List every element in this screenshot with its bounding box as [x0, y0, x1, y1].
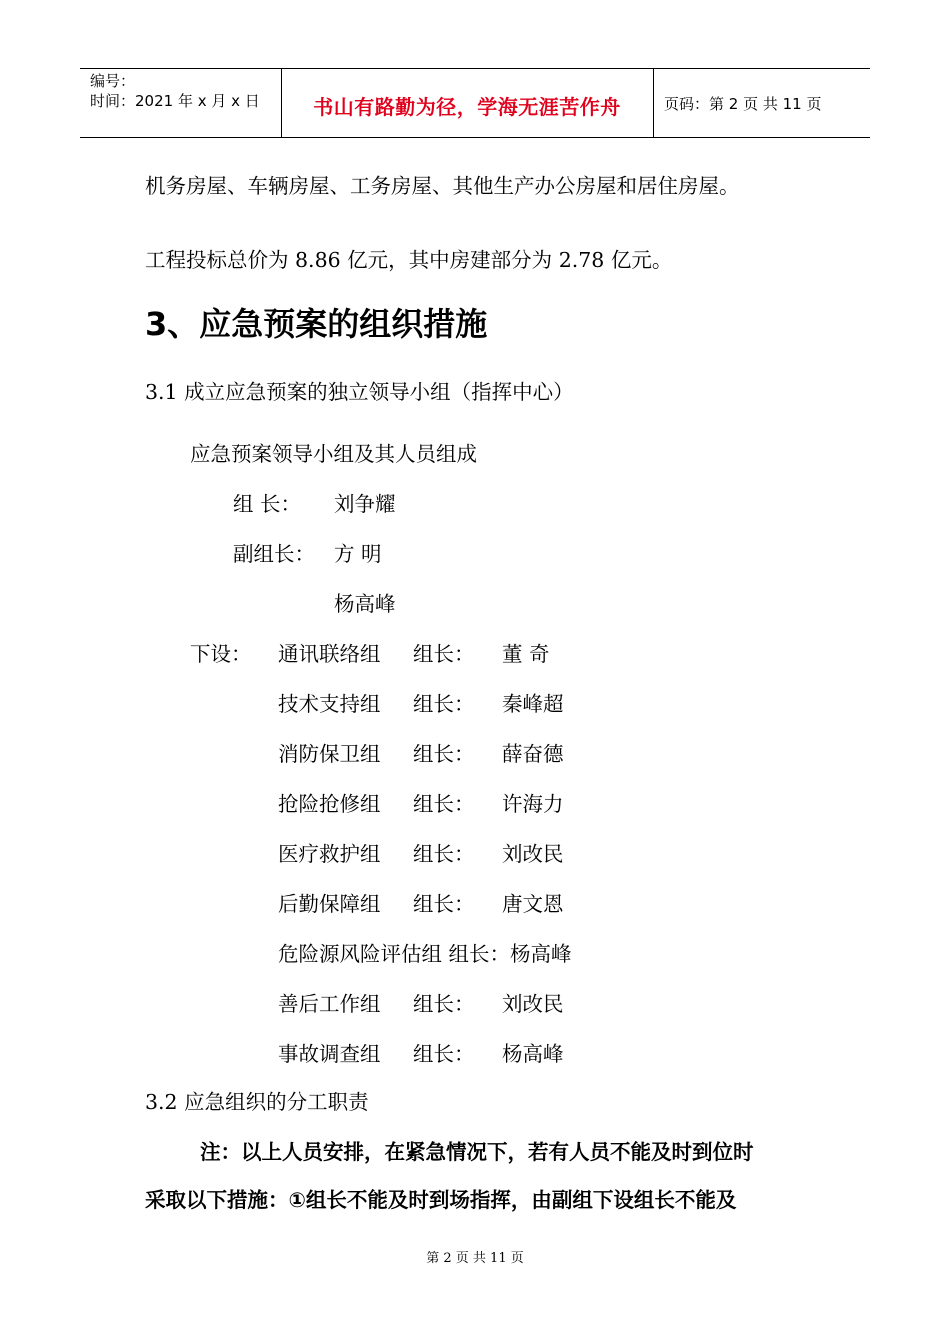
subgroup-leader: 杨高峰 [502, 1042, 564, 1066]
header-right-cell [654, 69, 870, 137]
subgroup-name: 危险源风险评估组 组长：杨高峰 [278, 942, 572, 966]
subsection-3-1: 3.1 成立应急预案的独立领导小组（指挥中心） [145, 380, 574, 404]
subgroup-name: 技术支持组 [278, 692, 381, 716]
subgroup-role: 组长： [413, 992, 475, 1016]
group-title: 应急预案领导小组及其人员组成 [190, 442, 477, 466]
subgroups-label: 下设： [190, 642, 252, 666]
subgroup-leader: 薛奋德 [502, 742, 564, 766]
subsection-3-2: 3.2 应急组织的分工职责 [145, 1090, 369, 1114]
subgroup-name: 消防保卫组 [278, 742, 381, 766]
paragraph-bid-price: 工程投标总价为 8.86 亿元，其中房建部分为 2.78 亿元。 [145, 248, 673, 272]
subgroup-name: 通讯联络组 [278, 642, 381, 666]
subgroup-name: 事故调查组 [278, 1042, 381, 1066]
deputy-label: 副组长： [233, 542, 315, 566]
subgroup-role: 组长： [413, 842, 475, 866]
subgroup-role: 组长： [413, 892, 475, 916]
header-page-info: 页码：第 2 页 共 11 页 [664, 95, 822, 113]
subgroup-name: 后勤保障组 [278, 892, 381, 916]
doc-date-label: 时间：2021 年 x 月 x 日 [90, 92, 260, 110]
deputy-name-2: 杨高峰 [334, 592, 396, 616]
subgroup-name: 医疗救护组 [278, 842, 381, 866]
leader-label: 组 长： [233, 492, 302, 516]
doc-number-label: 编号： [90, 72, 136, 90]
paragraph-building-types: 机务房屋、车辆房屋、工务房屋、其他生产办公房屋和居住房屋。 [145, 174, 740, 198]
subgroup-name: 抢险抢修组 [278, 792, 381, 816]
subgroup-leader: 许海力 [502, 792, 564, 816]
subgroup-leader: 刘改民 [502, 842, 564, 866]
subgroup-role: 组长： [413, 742, 475, 766]
header-middle-cell [281, 69, 654, 137]
leader-name: 刘争耀 [334, 492, 396, 516]
subgroup-role: 组长： [413, 792, 475, 816]
page-header [80, 68, 870, 138]
subgroup-leader: 唐文恩 [502, 892, 564, 916]
subgroup-leader: 刘改民 [502, 992, 564, 1016]
subgroup-leader: 秦峰超 [502, 692, 564, 716]
subgroup-name: 善后工作组 [278, 992, 381, 1016]
page-footer: 第 2 页 共 11 页 [426, 1251, 524, 1266]
subgroup-role: 组长： [413, 692, 475, 716]
subgroup-leader: 董 奇 [502, 642, 550, 666]
section-heading: 3、应急预案的组织措施 [145, 305, 488, 343]
deputy-name-1: 方 明 [334, 542, 382, 566]
header-motto: 书山有路勤为径，学海无涯苦作舟 [313, 95, 621, 119]
subgroup-role: 组长： [413, 642, 475, 666]
header-left-cell [80, 69, 282, 137]
note-line-2: 采取以下措施：①组长不能及时到场指挥，由副组下设组长不能及 [145, 1188, 737, 1212]
note-line-1: 注：以上人员安排，在紧急情况下，若有人员不能及时到位时 [200, 1140, 754, 1164]
subgroup-role: 组长： [413, 1042, 475, 1066]
